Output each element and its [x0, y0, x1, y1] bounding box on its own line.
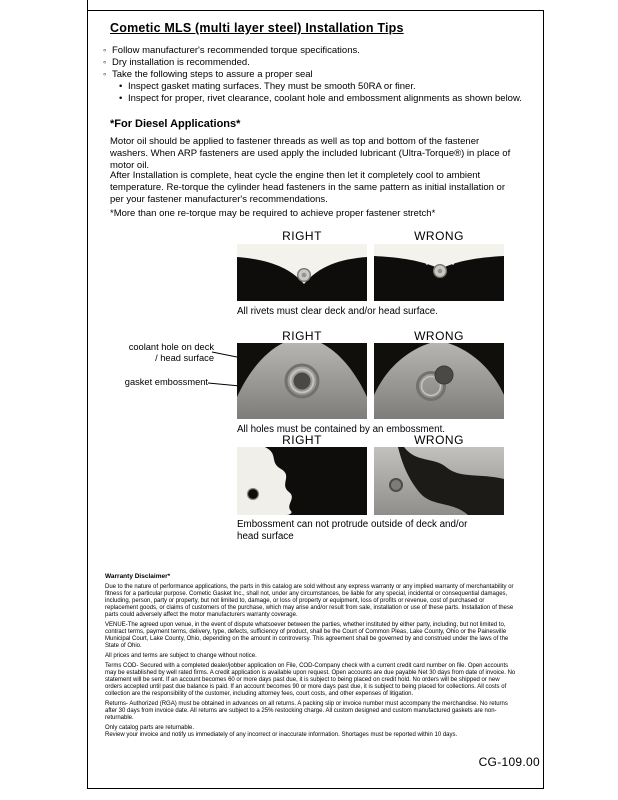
wrong-label-row2: WRONG [414, 329, 464, 343]
diesel-heading: *For Diesel Applications* [110, 118, 241, 130]
disclaimer-paragraph: All prices and terms are subject to change without notice. [105, 653, 257, 659]
wrong-label-row1: WRONG [414, 229, 464, 243]
tip-text: Dry installation is recommended. [112, 57, 250, 68]
diagram-row3-wrong-image [374, 447, 504, 515]
disclaimer-paragraph: Due to the nature of performance applications, the parts in this catalog are sold without any express warranty or any implied warranty of merchantability or fitness for a particular purpose. Cometic Gasket Inc., shall not, under any circumstances, be liable for any special, incidental or consequential damages, including, person, party or property, but not limited to, damage, or loss of property or equipment, loss of profits or revenue, cost of purchased or replacement goods, or claims of customers of the purchase, which may arise and/or result from sale, installation or use of these parts. Installation of these parts could adversely affect the motor manufacturers warranty coverage. [105, 584, 514, 618]
rivet-clearance-wrong-illustration [374, 244, 504, 301]
open-bullet-icon: ◦ [103, 69, 107, 80]
row2-caption: All holes must be contained by an embossment. [237, 424, 446, 435]
disclaimer-heading: Warranty Disclaimer* [105, 573, 171, 580]
embossment-containment-right-illustration [237, 343, 367, 419]
diagram-row2-right-image [237, 343, 367, 419]
page-code: CG-109.00 [478, 755, 540, 769]
tip-text: Inspect for proper, rivet clearance, coolant hole and embossment alignments as shown below. [128, 93, 522, 104]
filled-bullet-icon: • [119, 81, 123, 92]
embossment-protrusion-wrong-illustration [374, 447, 504, 515]
diagram-row2-wrong-image [374, 343, 504, 419]
list-item [119, 81, 523, 93]
right-label-row3: RIGHT [282, 433, 322, 447]
disclaimer-paragraph: VENUE-The agreed upon venue, in the event of dispute whatsoever between the parties, whether instituted by either party, including, but not limited to, contract terms, payment terms, delivery, type, defects, sufficiency of product, shall be the Court of Common Pleas, Lake County, Ohio or the Painesville Municipal Court, Lake County, Ohio, depending on the amount in controversy. This agreement shall be governed by and construed under the laws of the State of Ohio. [105, 622, 509, 649]
disclaimer-paragraph: Returns- Authorized (RGA) must be obtained in advances on all returns. A packing slip or invoice number must accompany the merchandise. No returns after 30 days from invoice date. All returns are subject to a 25% restocking charge. All custom designed and custom manufactured gaskets are non-returnable. [105, 701, 508, 721]
open-bullet-icon: ◦ [103, 45, 107, 56]
embossment-containment-wrong-illustration [374, 343, 504, 419]
coolant-hole-annotation: coolant hole on deck / head surface [128, 342, 214, 363]
diagram-row1-wrong-image [374, 244, 504, 301]
tip-text: Follow manufacturer's recommended torque specifications. [112, 45, 360, 56]
tips-list [103, 45, 523, 105]
page-edge-mark [87, 0, 88, 10]
right-label-row2: RIGHT [282, 329, 322, 343]
wrong-label-row3: WRONG [414, 433, 464, 447]
row1-caption: All rivets must clear deck and/or head surface. [237, 306, 438, 317]
disclaimer-paragraph: Terms COD- Secured with a completed dealer/jobber application on File, COD-Company check with a current credit card number on file. Open accounts may be established by well rated firms. A credit application is available upon request. Open accounts are due payable Net 30 days from date of invoice. No statement will be sent. If an account becomes 60 or more days past due, it is subject to being placed on credit hold. No orders will be shipped or new orders accepted until past due balance is paid. If an account becomes 90 or more days past due, it is subject to being placed for collections. All costs of collection are the responsibility of the customer, including attorney fees, court costs, and other expenses of litigation. [105, 663, 516, 697]
tip-text: Take the following steps to assure a proper seal [112, 69, 313, 80]
list-item [103, 69, 523, 81]
diesel-paragraph-1: Motor oil should be applied to fastener threads as well as top and bottom of the fastener washers. When ARP fasteners are used apply the included lubricant (Ultra-Torque®) in place of motor oil. [110, 136, 511, 171]
embossment-protrusion-right-illustration [237, 447, 367, 515]
list-item [103, 45, 523, 57]
warranty-disclaimer-section [105, 573, 517, 742]
row3-caption: Embossment can not protrude outside of deck and/or head surface [237, 519, 468, 542]
diagram-row3-right-image [237, 447, 367, 515]
retorque-note: *More than one re-torque may be required to achieve proper fastener stretch* [110, 208, 436, 219]
disclaimer-paragraph: Only catalog parts are returnable. [105, 725, 195, 731]
tip-text: Inspect gasket mating surfaces. They must be smooth 50RA or finer. [128, 81, 416, 92]
list-item [103, 57, 523, 69]
diagram-row1-right-image [237, 244, 367, 301]
filled-bullet-icon: • [119, 93, 123, 104]
list-item [119, 93, 523, 105]
right-label-row1: RIGHT [282, 229, 322, 243]
disclaimer-paragraph: Review your invoice and notify us immediately of any incorrect or inaccurate information. Shortages must be reported within 10 days. [105, 732, 458, 738]
page-title: Cometic MLS (multi layer steel) Installation Tips [110, 21, 404, 35]
gasket-embossment-annotation: gasket embossment [124, 377, 208, 387]
rivet-clearance-right-illustration [237, 244, 367, 301]
diesel-paragraph-2: After Installation is complete, heat cycle the engine then let it completely cool to ambient temperature. Re-torque the cylinder head fasteners in the same pattern as initial installation or per your fastener manufacturer's recommendations. [110, 170, 505, 205]
sub-tips-list [119, 81, 523, 105]
open-bullet-icon: ◦ [103, 57, 107, 68]
